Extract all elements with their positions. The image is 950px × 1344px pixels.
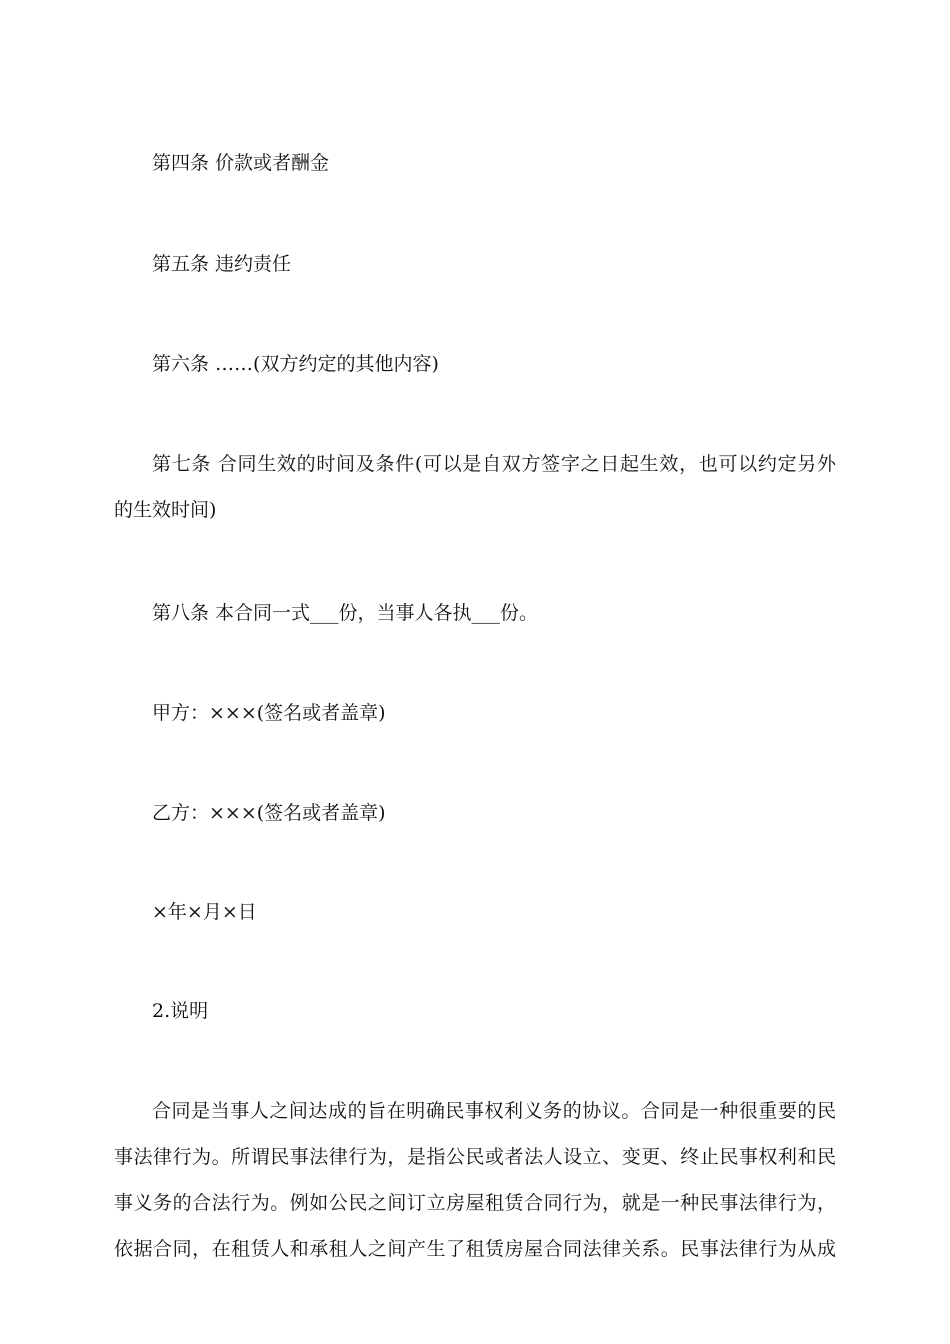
party-b-signature: 乙方：×××(签名或者盖章) [152,802,386,824]
explanation-line-3: 事义务的合法行为。例如公民之间订立房屋租赁合同行为，就是一种民事法律行为， [114,1192,836,1214]
article-4: 第四条 价款或者酬金 [152,152,330,174]
explanation-line-1: 合同是当事人之间达成的旨在明确民事权利义务的协议。合同是一种很重要的民 [152,1100,836,1122]
explanation-paragraph [114,1099,836,1261]
explanation-line-2: 事法律行为。所谓民事法律行为，是指公民或者法人设立、变更、终止民事权利和民 [114,1146,836,1168]
article-7-line-2: 的生效时间) [114,499,217,521]
section-heading: 2.说明 [152,1000,209,1022]
article-8: 第八条 本合同一式___份，当事人各执___份。 [152,602,539,624]
article-6: 第六条 ……(双方约定的其他内容) [152,353,439,375]
article-5: 第五条 违约责任 [152,253,292,275]
signing-date: ×年×月×日 [152,901,257,923]
explanation-line-4: 依据合同，在租赁人和承租人之间产生了租赁房屋合同法律关系。民事法律行为从成 [114,1238,836,1260]
party-a-signature: 甲方：×××(签名或者盖章) [152,702,386,724]
article-7-line-1: 第七条 合同生效的时间及条件(可以是自双方签字之日起生效，也可以约定另外 [152,453,836,475]
article-7 [114,452,836,522]
